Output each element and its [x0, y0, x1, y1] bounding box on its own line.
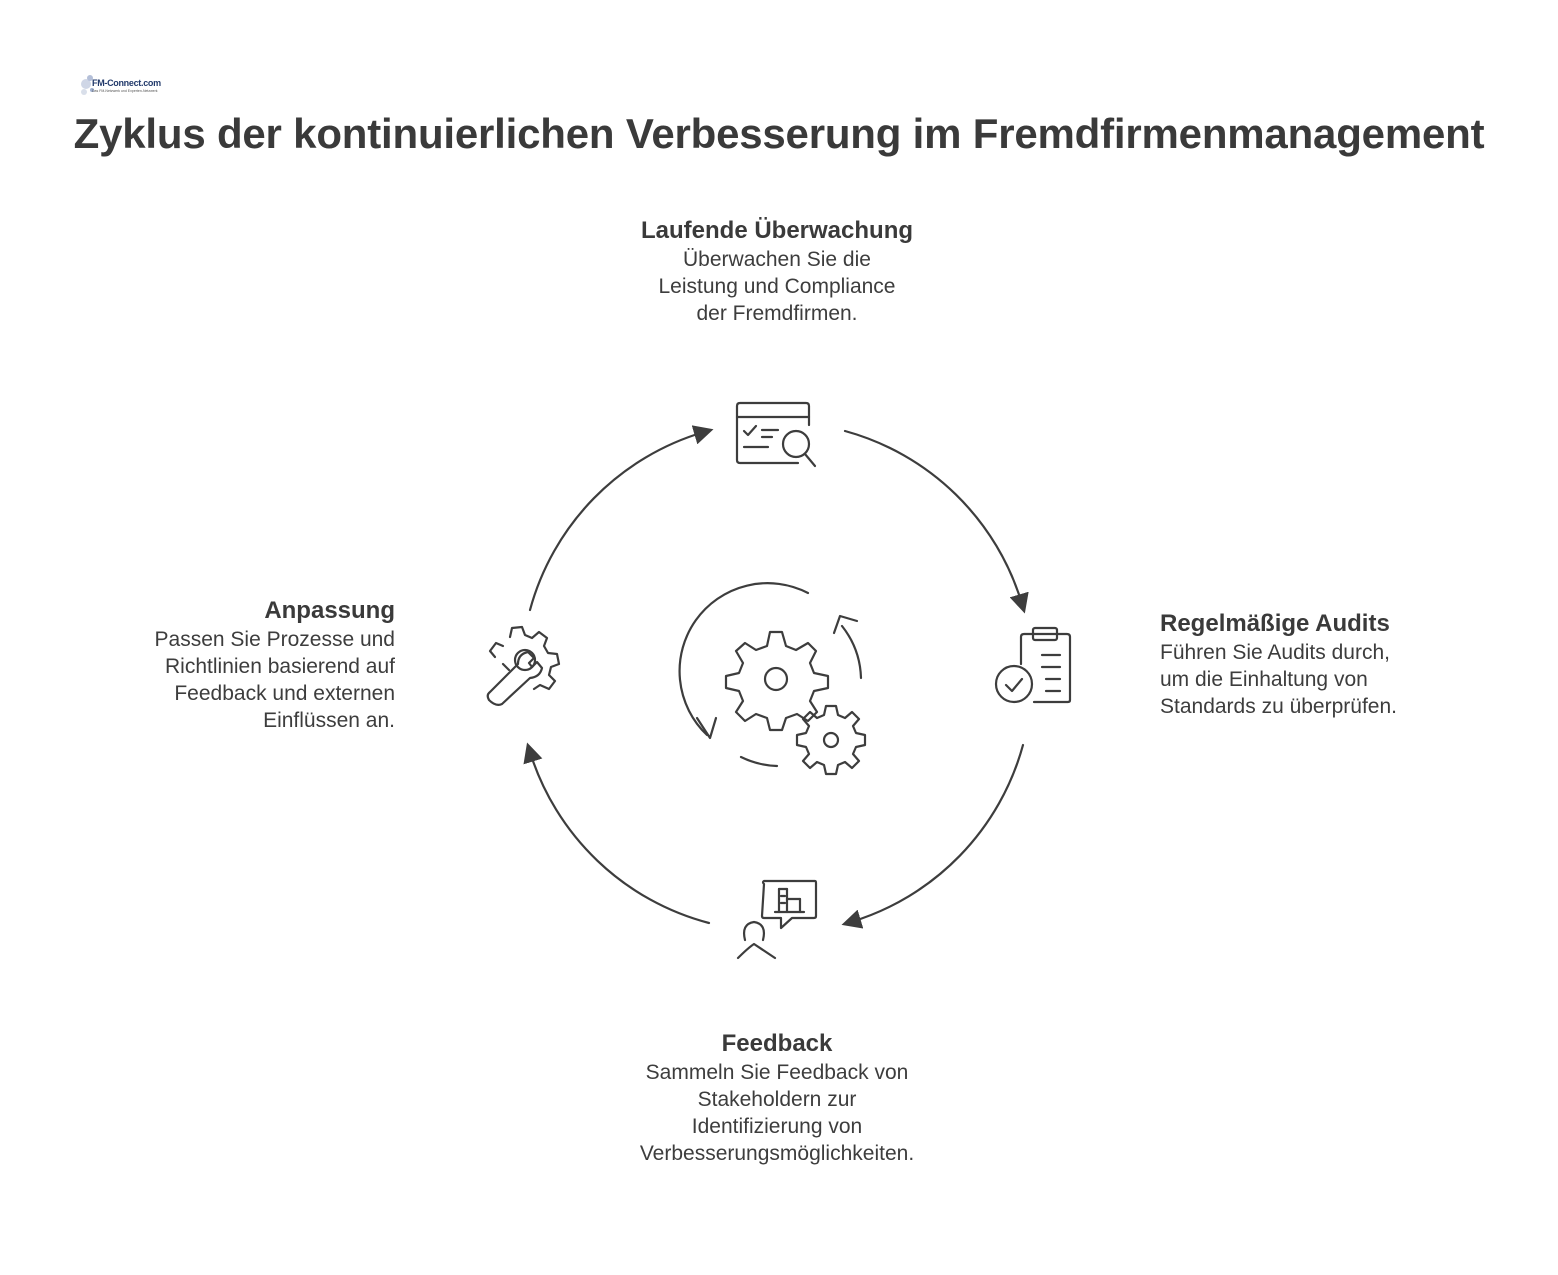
page-title: Zyklus der kontinuierlichen Verbesserung im Fremdfirmenmanagement: [73, 110, 1485, 157]
step-feedback: [577, 1029, 977, 1167]
step-regelmaessige-audits: [1160, 609, 1500, 720]
logo-text: FM-Connect.com: [92, 78, 161, 88]
step-description: [1160, 639, 1500, 720]
arrow-bottom-to-left: [530, 752, 709, 923]
logo-subtext: Das FM-Netzwerk und Experten-Netzwerk: [92, 89, 158, 93]
cycle-gears-icon: [680, 583, 865, 774]
step-description-line: Stakeholdern zur: [697, 1088, 857, 1111]
step-heading: Regelmäßige Audits: [1160, 610, 1390, 637]
arrow-top-to-right: [845, 431, 1022, 604]
step-description-line: Sammeln Sie Feedback von: [645, 1061, 909, 1084]
step-heading: Laufende Überwachung: [640, 217, 914, 244]
step-description-line: Standards zu überprüfen.: [1160, 695, 1397, 718]
user-feedback-chart-icon: [738, 881, 816, 958]
step-description-line: Richtlinien basierend auf: [165, 655, 395, 678]
arrow-right-to-bottom: [851, 745, 1023, 922]
step-laufende-ueberwachung: [577, 216, 977, 327]
step-description-line: um die Einhaltung von: [1160, 668, 1368, 691]
step-description-line: Verbesserungsmöglichkeiten.: [639, 1142, 915, 1165]
step-heading: Anpassung: [264, 597, 395, 624]
step-description-line: Überwachen Sie die: [683, 248, 871, 271]
step-anpassung: [90, 596, 395, 734]
step-description-line: Passen Sie Prozesse und: [154, 628, 395, 651]
gear-wrench-icon: [488, 627, 559, 705]
step-description-line: Einflüssen an.: [263, 709, 395, 732]
step-description-line: Identifizierung von: [691, 1115, 863, 1138]
step-description: [577, 246, 977, 327]
monitoring-checklist-magnifier-icon: [737, 403, 815, 466]
step-description-line: Führen Sie Audits durch,: [1160, 641, 1390, 664]
step-description-line: der Fremdfirmen.: [696, 302, 858, 325]
clipboard-check-icon: [996, 628, 1070, 702]
step-description-line: Leistung und Compliance: [658, 275, 896, 298]
step-description: [90, 626, 395, 734]
arrow-left-to-top: [530, 432, 704, 610]
step-heading: Feedback: [721, 1030, 833, 1057]
step-description: [577, 1059, 977, 1167]
step-description-line: Feedback und externen: [174, 682, 395, 705]
